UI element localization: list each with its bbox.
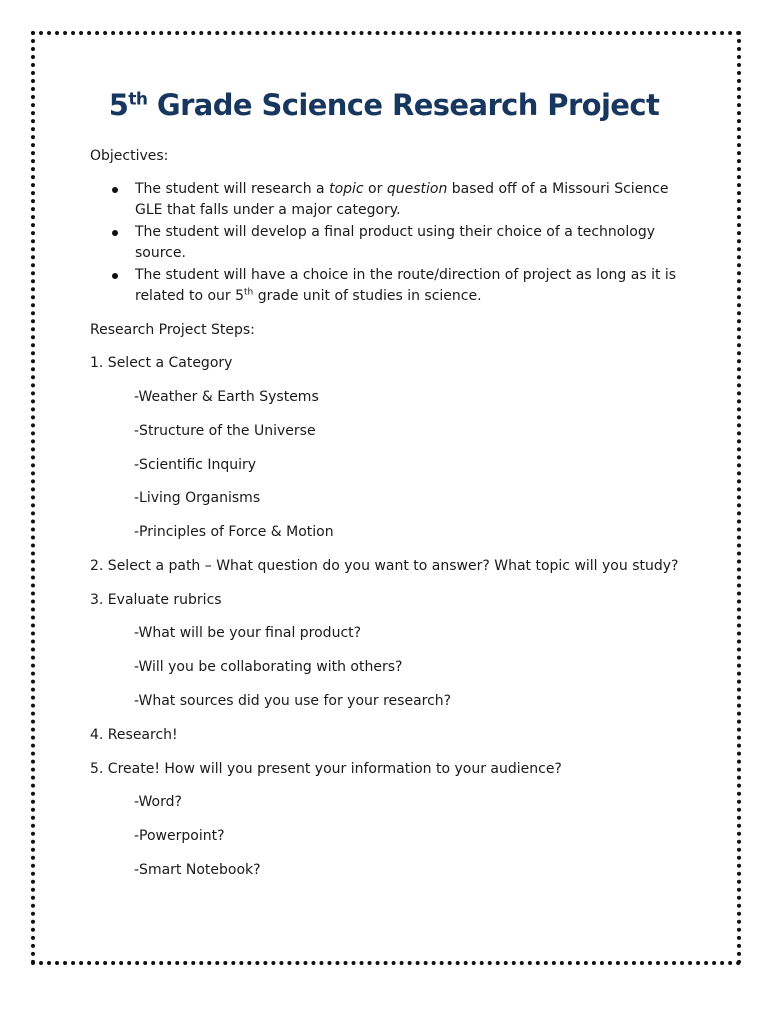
objective-3-text-a: The student will have a choice in the route/direction of project as long as it is related to our 5 [135,266,677,304]
objectives-list [90,179,690,308]
title-text: Grade Science Research Project [156,88,660,122]
step-5-label: 5. Create! How will you present your information to your audience? [90,760,562,777]
presentation-item: -Smart Notebook? [134,861,261,878]
page-title [0,88,768,122]
title-grade-suffix: th [128,89,148,110]
rubric-item: -What sources did you use for your research? [134,692,452,709]
objective-1-text-a: The student will research a [135,180,330,197]
objective-item-1 [90,179,690,222]
category-item: -Principles of Force & Motion [134,524,334,541]
steps-label: Research Project Steps: [90,321,255,338]
rubric-item: -Will you be collaborating with others? [134,659,403,676]
objective-3-sup: th [244,287,254,298]
objective-1-question: question [386,180,448,197]
bullet-dot-icon [112,187,118,193]
objective-1-text-b: based off of a Missouri Science GLE that falls under a major category. [135,180,669,218]
rubric-item: -What will be your final product? [134,625,362,642]
document-body [90,146,690,894]
presentation-item: -Powerpoint? [134,828,225,845]
objective-item-3 [90,265,690,308]
category-item: -Weather & Earth Systems [134,389,319,406]
presentation-item: -Word? [134,794,182,811]
step-2-text: 2. Select a path – What question do you want to answer? What topic will you study? [90,558,679,575]
objectives-label: Objectives: [90,148,169,164]
objective-2-text: The student will develop a final product using their choice of a technology source. [135,223,655,261]
bullet-dot-icon [112,273,118,279]
objective-1-or: or [363,180,387,197]
step-1-label: 1. Select a Category [90,355,233,372]
category-item: -Structure of the Universe [134,422,316,439]
step-3-label: 3. Evaluate rubrics [90,591,222,608]
step-4-text: 4. Research! [90,726,178,743]
category-item: -Living Organisms [134,490,261,507]
bullet-dot-icon [112,230,118,236]
objective-3-text-b: grade unit of studies in science. [253,288,482,304]
objective-1-topic: topic [329,180,364,197]
category-item: -Scientific Inquiry [134,456,257,473]
title-grade-number: 5 [108,88,129,122]
objective-item-2 [90,222,690,265]
